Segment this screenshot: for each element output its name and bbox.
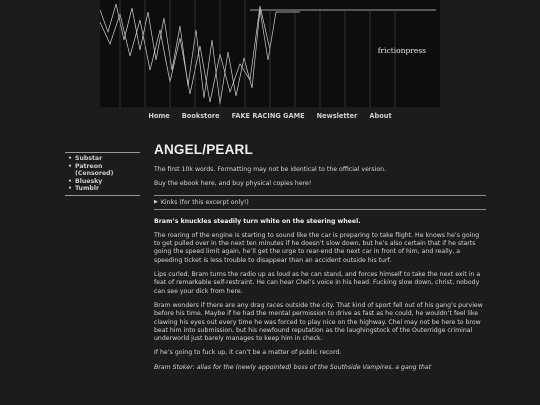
sidebar-item-substar[interactable]: • Substar <box>65 155 140 163</box>
header-banner <box>100 0 440 107</box>
paragraph: Bram wonders if there are any drag races outside the city. That kind of sport fell out of his gang’s purview before his time. Maybe if he had the mental permission to drive as fast as he could, he wouldn’t feel like clawing his eyes out every time he was forced to play nice on the highway. Chel may not be here to brow beat him into submission, but his newfound reputation as the laughingstock of the Outerridge criminal underworld just barely manages to keep him in check. <box>154 301 483 343</box>
kinks-label: Kinks (for this excerpt only!) <box>160 198 249 206</box>
paragraph-lead: Bram’s knuckles steadily turn white on the steering wheel. <box>154 217 361 225</box>
paragraph: Lips curled, Bram turns the radio up as loud as he can stand, and forces himself to take the next exit in a feat of remarkable self-restraint. He can hear Chel’s voice in his head. Fucking slow down, christ, nobody can see your dick from here. <box>154 271 481 295</box>
nav-about[interactable]: About <box>369 112 392 120</box>
nav-newsletter[interactable]: Newsletter <box>316 112 358 120</box>
nav-home[interactable]: Home <box>148 112 170 120</box>
sidebar-item-tumblr[interactable]: • Tumblr <box>65 185 140 193</box>
nav-bookstore[interactable]: Bookstore <box>181 112 220 120</box>
main-nav <box>0 112 540 124</box>
buy-text[interactable]: Buy the ebook here, and buy physical copies here! <box>154 180 312 188</box>
paragraph: If he’s going to fuck up, it can’t be a matter of public record. <box>154 349 342 357</box>
kinks-disclosure[interactable] <box>154 195 486 210</box>
paragraph: The roaring of the engine is starting to sound like the car is preparing to take flight. He knows he’s going to get pulled over in the next ten minutes if he doesn’t slow down, but he’s also certain that if he starts going the speed limit again, he’ll get the urge to rear-end the next car in front of him, and really, a speeding ticket is less trouble to disappear than an accident outside his turf. <box>154 231 480 264</box>
sidebar-links <box>65 155 140 193</box>
page-title: ANGEL/PEARL <box>154 142 253 157</box>
main-content <box>154 142 486 378</box>
triangle-right-icon: ▶ <box>154 199 158 206</box>
nav-fake-racing-game[interactable]: FAKE RACING GAME <box>231 112 305 120</box>
sidebar-item-bluesky[interactable]: • Bluesky <box>65 178 140 186</box>
intro-text: The first 10k words. Formatting may not be identical to the official version. <box>154 166 387 173</box>
sidebar-item-patreon[interactable]: • Patreon (Censored) <box>65 163 140 178</box>
brand-logo[interactable]: frictionpress <box>377 46 426 55</box>
sidebar <box>65 152 140 196</box>
paragraph-italic: Bram Stoker: alias for the (newly appointed) boss of the Southside Vampires, a gang that <box>154 363 432 371</box>
